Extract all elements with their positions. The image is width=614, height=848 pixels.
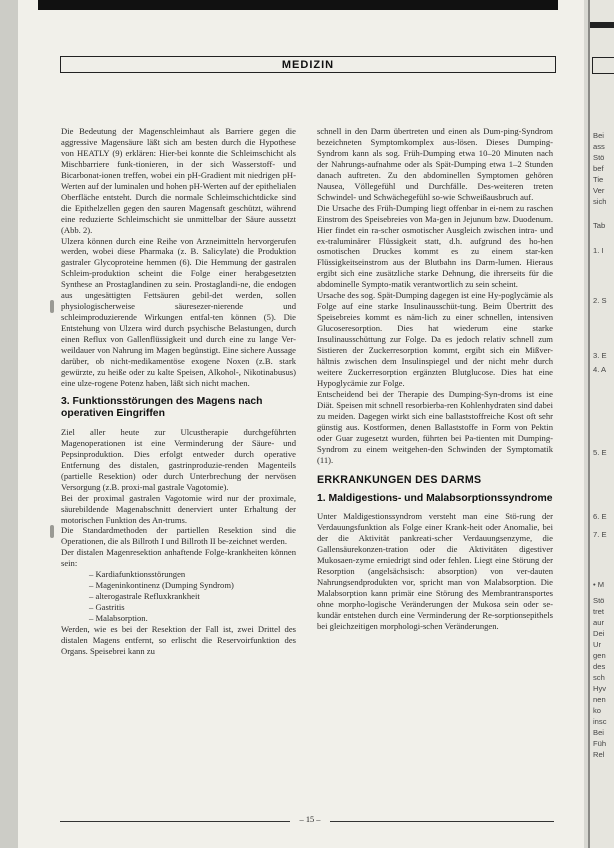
- adjacent-fragment: Tie: [593, 175, 604, 184]
- adjacent-page: [588, 0, 614, 848]
- paragraph: Unter Maldigestionssyndrom versteht man eine Stö-rung der Verdauungsfunktion als Folge einer Krank-heit oder Anomalie, bei der die Aktivität pankreati-scher Verdauungsenzyme, die Gallensäurekonzen-tration oder die Aktivitäten digestiver Mukosaen-zyme erniedrigt sind oder fehlen. Liegt eine Störung der Resorption (angelsächsisch: absorption) von ver-dauten Nahrungsendprodukten vor, spricht man von Malabsorption. Die Malabsorption kann primär eine Störung des Membrantransportes ohne morpho-logische Veränderungen der Mukosa sein oder se-kundär entstehen durch eine Verminderung der Re-sorptionsepithels bei gleichzeitigen morphologi-schen Veränderungen.: [317, 511, 553, 631]
- paragraph: Entscheidend bei der Therapie des Dumping-Syn-droms ist eine Diät. Speisen mit schnell resorbierba-ren Kohlenhydraten sind dabei zu meiden. Dagegen wirkt sich eine ballaststoffreiche Kost oft sehr günstig aus. Kostformen, denen Ballaststoffe in Form von Pektin oder Guar zugesetzt wurden, führten bei Pa-tienten mit Dumping-Syndrom zu einem weitgehen-den Schwinden der Symptomatik (11).: [317, 388, 553, 465]
- adjacent-fragment: ass: [593, 142, 605, 151]
- adjacent-fragment: Dei: [593, 629, 605, 638]
- section-heading: 3. Funktionsstörungen des Magens nach operativen Eingriffen: [61, 395, 263, 420]
- adjacent-fragment: Stö: [593, 596, 605, 605]
- binding-mark: [50, 300, 54, 313]
- adjacent-fragment: Ur: [593, 640, 602, 649]
- adjacent-fragment: 4. A: [593, 365, 607, 374]
- adjacent-fragment: sch: [593, 673, 605, 682]
- adjacent-top-rule: [590, 22, 614, 28]
- adjacent-header-box: [592, 57, 614, 74]
- adjacent-fragment: 3. E: [593, 351, 607, 360]
- adjacent-fragment: bef: [593, 164, 604, 173]
- text-column-left: [61, 126, 296, 657]
- paragraph: schnell in den Darm übertreten und einen als Dum-ping-Syndrom bezeichneten Symptomkomplex aus-lösen. Dieses Dumping-Syndrom kann als sog. Früh-Dumping etwa 10–20 Minuten nach der Nahrungs-aufnahme oder als Spät-Dumping etwa 1–2 Stunden danach auftreten. Zu den abdominellen Symptomen gehören Nausea, Völlegefühl und Durchfälle. Des-weiteren treten Schwindel- und Schwächegefühl so-wie Schweißausbruch auf.: [317, 126, 553, 202]
- paragraph: Ursache des sog. Spät-Dumping dagegen ist eine Hy-poglycämie als Folge auf eine starke Insulinausschüt-tung. Beim Übertritt des Speisebreies kommt es näm-lich zu einer schnellen, intensiven Glucoseresorption. Dies hat wiederum eine starke Insulinausschüttung zur Folge. Da es jedoch relativ schnell zum Sistieren der Zuckerresorption kommt, ergibt sich ein Mißver-hältnis zwischen dem Insulinspiegel und der nicht mehr durch weitere Zuckerresorption ergänzten Blutglucose. Dies hat eine Hypoglycämie zur Folge.: [317, 290, 553, 388]
- complication-list: [61, 569, 296, 624]
- paragraph: Ulzera können durch eine Reihe von Arzneimitteln hervorgerufen werden, wobei diese Pharmaka (z. B. Salicylate) die Produktion gastraler Glycoproteine hemmen (6). Die Hemmung der gastralen Schleim-produktion scheint die Folge einer herabgesetzten Synthese an Prostaglandinen zu sein. Prostaglandi-ne, die endogen aus ungesättigten Fettsäuren gebil-det werden, sollen physiologischerweise säuresezer-nierende und schleimproduzierende Wirkungen entfal-ten können (5). Die Entstehung von Ulzera wird durch psychische Belastungen, durch einen Reflux von Gallenflüssigkeit und durch eine zu lange Ver-weildauer von Nahrung im Magen begünstigt. Eine sichere Aussage darüber, ob nicht-medikamentöse exogene Noxen (z.B. stark gewürzte, zu heiße oder zu kalte Speisen, Alkohol-, Nikotinabusus) eine ulze-rogene Potenz haben, läßt sich nicht machen.: [61, 235, 296, 388]
- adjacent-fragment: 1. I: [593, 246, 604, 255]
- adjacent-fragment: 7. E: [593, 530, 607, 539]
- adjacent-fragment: Stö: [593, 153, 605, 162]
- list-item: – Malabsorption.: [89, 613, 296, 624]
- adjacent-fragment: gen: [593, 651, 606, 660]
- adjacent-fragment: nen: [593, 695, 606, 704]
- adjacent-fragment: 6. E: [593, 512, 607, 521]
- paragraph: Werden, wie es bei der Resektion der Fall ist, zwei Drittel des distalen Magens entfernt, so erlischt die Reservoirfunktion des Organs. Speisebrei kann zu: [61, 624, 296, 656]
- adjacent-fragment: Bei: [593, 131, 604, 140]
- list-item: – Kardiafunktionsstörungen: [89, 569, 296, 580]
- adjacent-fragment: Bei: [593, 728, 604, 737]
- adjacent-fragment: sich: [593, 197, 607, 206]
- list-item: – Mageninkontinenz (Dumping Syndrom): [89, 580, 296, 591]
- scan-left-edge: [0, 0, 18, 848]
- adjacent-fragment: • M: [593, 580, 605, 589]
- adjacent-fragment: Hyv: [593, 684, 607, 693]
- adjacent-fragment: Ver: [593, 186, 605, 195]
- binding-mark: [50, 525, 54, 538]
- paragraph: Die Bedeutung der Magenschleimhaut als Barriere gegen die aggressive Magensäure läßt sich am besten durch die Hypothese von HEATLY (9) erklären: Hier-bei konnte die Schleimschicht als Mischbarriere funk-tionieren, in der sich Wasserstoff- und Bicarbonat-ionen treffen, wobei ein pH-Gradient mit niedrigen pH-Werten auf der luminalen und hohen pH-Werten auf der epithelialen Oberfläche entsteht. Durch die normale Schleimschichtdicke sind die Epithelzellen gegen den sauren Magensaft geschützt, während eine reduzierte Schleimschicht sie unmittelbar der Säure aussetzt (Abb. 2).: [61, 126, 296, 235]
- paragraph: Die Standardmethoden der partiellen Resektion sind die Operationen, die als Billroth I und Billroth II be-zeichnet werden.: [61, 525, 296, 547]
- section-header: [60, 56, 556, 73]
- paragraph: Die Ursache des Früh-Dumping liegt offenbar in ei-nem zu raschen Einstrom des Speisebreies von Ma-gen in Jejunum bzw. Duodenum. Hier findet ein ra-scher osmotischer Ausgleich zwischen intra- und ex-traluminärer Flüssigkeit statt, d.h. aufgrund des ho-hen osmotischen Druckes kommt es zu einem star-ken Flüssigkeitseinstrom aus der Blutbahn ins Darm-lumen. Hieraus ergibt sich eine zusätzliche starke Dehnung, die ihrerseits für die abdominelle Sympto-matik verantwortlich zu sein scheint.: [317, 202, 553, 290]
- chapter-heading: ERKRANKUNGEN DES DARMS: [317, 473, 482, 486]
- section-heading: 1. Maldigestions- und Malabsorptionssyndrome: [317, 492, 553, 504]
- adjacent-fragment: Füh: [593, 739, 607, 748]
- page-number: – 15 –: [290, 815, 330, 824]
- adjacent-fragment: 2. S: [593, 296, 607, 305]
- section-title: MEDIZIN: [281, 58, 335, 71]
- adjacent-fragment: des: [593, 662, 606, 671]
- paragraph: Der distalen Magenresektion anhaftende Folge-krankheiten können sein:: [61, 547, 296, 569]
- adjacent-fragment: Rel: [593, 750, 605, 759]
- adjacent-fragment: tret: [593, 607, 604, 616]
- text-column-right: [317, 126, 553, 632]
- adjacent-fragment: Tab: [593, 221, 606, 230]
- list-item: – Gastritis: [89, 602, 296, 613]
- paragraph: Ziel aller heute zur Ulcustherapie durchgeführten Magenoperationen ist eine Verminderung der Säure- und Pepsinproduktion. Dies erfolgt entweder durch operative Entfernung des distalen, gastrinproduzie-renden Magenteils (partielle Resektion) oder durch Unterbrechung der nervösen Versorgung (z.B. proxi-mal gastrale Vagotomie).: [61, 426, 296, 492]
- adjacent-fragment: insc: [593, 717, 607, 726]
- list-item: – alterogastrale Refluxkrankheit: [89, 591, 296, 602]
- adjacent-fragment: aur: [593, 618, 604, 627]
- top-rule: [38, 0, 558, 10]
- paragraph: Bei der proximal gastralen Vagotomie wird nur der proximale, säurebildende Magenabschnitt denerviert unter Erhaltung der motorischen Funktion des An-trums.: [61, 492, 296, 525]
- adjacent-fragment: ko: [593, 706, 602, 715]
- adjacent-fragment: 5. E: [593, 448, 607, 457]
